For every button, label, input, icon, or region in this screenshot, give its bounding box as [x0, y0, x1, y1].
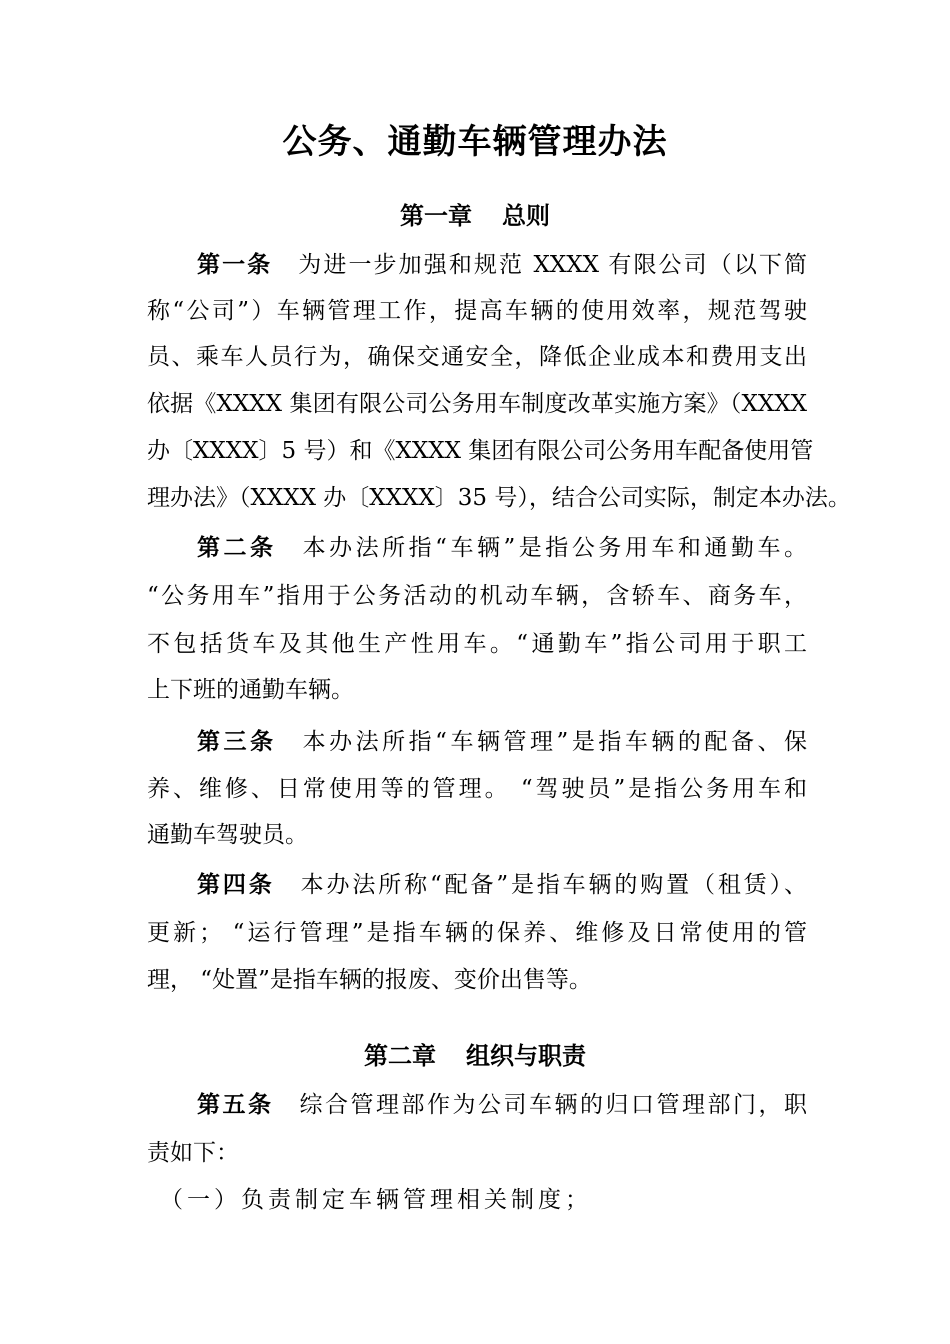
article-3-line-3: 通勤车驾驶员。: [147, 822, 308, 848]
article-2-line-4: 上下班的通勤车辆。: [147, 677, 354, 703]
chapter-heading-1: [0, 200, 950, 232]
article-label: 第二条: [197, 535, 277, 561]
chapter-number: 第二章: [364, 1042, 436, 1070]
article-text: 本办法所指“车辆”是指公务用车和通勤车。: [302, 535, 807, 561]
article-5-line-2: 责如下：: [147, 1140, 239, 1166]
article-3-line-2: 养、维修、日常使用等的管理。 “驾驶员”是指公务用车和: [147, 776, 807, 802]
article-text: 本办法所称“配备”是指车辆的购置（租赁）、: [300, 872, 807, 898]
chapter-name: 组织与职责: [466, 1042, 586, 1070]
article-3-line-1: [197, 726, 807, 758]
article-1-line-6: 理办法》（XXXX 办〔XXXX〕35 号），结合公司实际，制定本办法。: [147, 485, 851, 511]
article-4-line-1: [197, 869, 807, 901]
article-text: 为进一步加强和规范 XXXX 有限公司（以下简: [298, 252, 808, 278]
article-label: 第五条: [197, 1092, 274, 1118]
article-1-line-1: [197, 249, 807, 281]
chapter-number: 第一章: [400, 202, 472, 230]
article-2-line-3: 不包括货车及其他生产性用车。“通勤车”指公司用于职工: [147, 631, 807, 657]
article-label: 第四条: [197, 872, 275, 898]
article-5-item-1: （一）负责制定车辆管理相关制度；: [160, 1187, 592, 1213]
article-1-line-3: 员、乘车人员行为，确保交通安全，降低企业成本和费用支出: [147, 344, 807, 370]
article-4-line-3: 理， “处置”是指车辆的报废、变价出售等。: [147, 967, 592, 993]
document-title: 公务、通勤车辆管理办法: [282, 122, 668, 162]
article-1-line-2: 称“公司”）车辆管理工作，提高车辆的使用效率，规范驾驶: [147, 298, 807, 324]
article-text: 本办法所指“车辆管理”是指车辆的配备、保: [302, 729, 807, 755]
article-1-line-5: 办〔XXXX〕5 号）和《XXXX 集团有限公司公务用车配备使用管: [147, 438, 814, 464]
chapter-name: 总则: [502, 202, 550, 230]
article-4-line-2: 更新； “运行管理”是指车辆的保养、维修及日常使用的管: [147, 920, 807, 946]
article-label: 第一条: [197, 252, 273, 278]
article-2-line-2: “公务用车”指用于公务活动的机动车辆，含轿车、商务车，: [147, 583, 807, 609]
article-2-line-1: [197, 532, 807, 564]
article-5-line-1: [197, 1089, 807, 1121]
chapter-heading-2: [0, 1040, 950, 1072]
article-text: 综合管理部作为公司车辆的归口管理部门，职: [299, 1092, 807, 1118]
article-label: 第三条: [197, 729, 277, 755]
article-1-line-4: 依据《XXXX 集团有限公司公务用车制度改革实施方案》（XXXX: [147, 391, 807, 417]
